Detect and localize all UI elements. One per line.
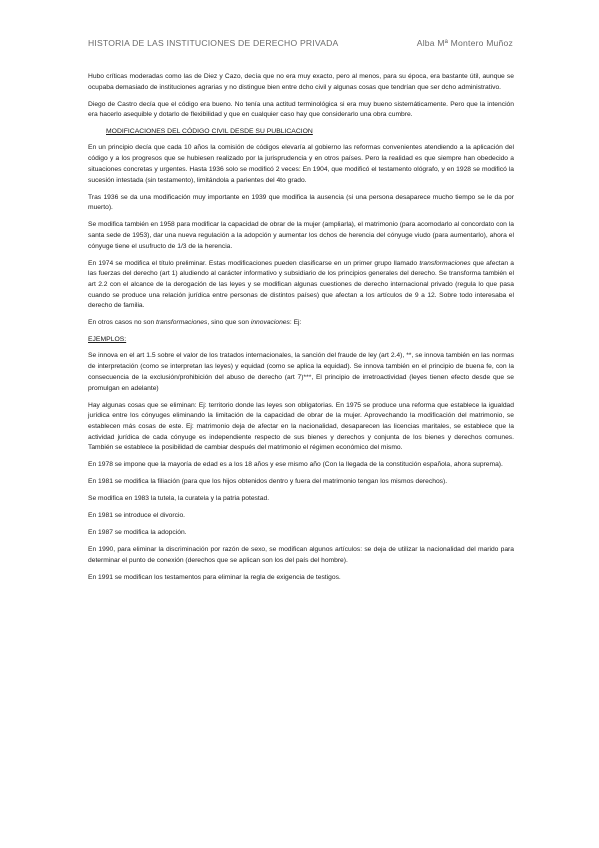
document-body (88, 72, 514, 590)
header-author: Alba Mª Montero Muñoz (416, 38, 513, 48)
paragraph: Se modifica en 1983 la tutela, la curatela y la patria potestad. (88, 495, 270, 503)
paragraph: En 1981 se modifica la filiación (para que los hijos obtenidos dentro y fuera del matrimonio tengan los mismos derechos). (88, 478, 448, 486)
paragraph: Hay algunas cosas que se eliminan: Ej: territorio donde las leyes son obligatorias. En 1975 se produce una reforma que establece la igualdad jurídica entre los cónyuges eliminando la limitación de la capacidad de obrar de la mujer. Aprovechando la modificación del matrimonio, se establecen más cosas de este. Ej: matrimonio deja de afectar en la nacionalidad, desaparecen las licencias maritales, se establece que la actividad jurídica de cada cónyuge es independiente respecto de sus bienes y derechos y conjunta de los bienes y derechos comunes. También se establece la posibilidad de cambiar después del matrimonio el régimen económico del mismo. (88, 401, 514, 452)
header-course-title: HISTORIA DE LAS INSTITUCIONES DE DERECHO PRIVADA (88, 38, 339, 48)
paragraph (88, 259, 514, 313)
paragraph: En 1991 se modifican los testamentos para eliminar la regla de exigencia de testigos. (88, 574, 341, 582)
italic-term: innovaciones (250, 319, 290, 327)
paragraph: En 1981 se introduce el divorcio. (88, 512, 186, 520)
examples-heading: EJEMPLOS: (88, 336, 127, 344)
paragraph: Hubo críticas moderadas como las de Diez y Cazo, decía que no era muy exacto, pero al menos, para su época, era bastante útil, aunque se ocupaba demasiado de instituciones agrarias y no distingue bien entre dcho civil y algunas cosas que tendrían que ser dcho administrativo. (88, 73, 514, 91)
section-heading: MODIFICACIONES DEL CÓDIGO CIVIL DESDE SU PUBLICACION (106, 128, 313, 136)
paragraph: En 1978 se impone que la mayoría de edad es a los 18 años y ese mismo año (Con la llegada de la constitución española, ahora suprema). (88, 461, 503, 469)
paragraph: En un principio decía que cada 10 años la comisión de códigos elevaría al gobierno las reformas convenientes atendiendo a la aplicación del código y a los progresos que se hubiesen realizado por la jurisprudencia y en otros países. Pero la realidad es que siempre han obedecido a situaciones concretas y urgentes. Hasta 1936 solo se modificó 2 veces: En 1904, que modificó el testamento ológrafo, y en 1928 se modificó la sucesión intestada (sin testamento), limitándola a parientes del 4to grado. (88, 144, 514, 184)
paragraph: En 1990, para eliminar la discriminación por razón de sexo, se modifican algunos artículos: se deja de utilizar la nacionalidad del marido para determinar el punto de conexión (derechos que se aplican son los del país del hombre). (88, 546, 514, 565)
paragraph: Se innova en el art 1.5 sobre el valor de los tratados internacionales, la sanción del fraude de ley (art 2.4), **, se innova también en las normas de interpretación (como se interpretan las leyes) y equidad (como se aplica la equidad). Se innova también en el principio de buena fe, con la consecuencia de la exclusión/prohibición del abuso de derecho (art 7)***, El principio de irretroactividad (leyes tienen efecto desde que se promulgan en adelante) (88, 352, 514, 392)
paragraph-text: , sino que son (207, 319, 251, 327)
paragraph: En 1987 se modifica la adopción. (88, 529, 187, 537)
paragraph-text: que afectan a las fuerzas del derecho (art 1) aludiendo al carácter informativo y subsidiario de los principios generales del derecho. Se transforma también el art 2.2 con el alcance de la derogación de las leyes y se modifican algunas cuestiones de derecho internacional privado (regula lo que pasa cuando se produce una relación jurídica entre personas de distintos países) que afectan a los artículos de 9 a 12. Sobre todo interesaba el derecho de familia. (88, 259, 515, 310)
paragraph-text: : Ej: (289, 319, 302, 327)
paragraph: Tras 1936 se da una modificación muy importante en 1939 que modifica la ausencia (si una persona desaparece mucho tiempo se le da por muerto). (88, 193, 514, 212)
italic-term: transformaciones (419, 259, 471, 267)
paragraph: Diego de Castro decía que el código era bueno. No tenía una actitud terminológica si era muy bueno sistemáticamente. Pero que la intención era hacerlo asequible y dotarlo de flexibilidad y que en cualquier caso hay que considerarlo una obra cumbre. (88, 100, 514, 119)
italic-term: transformaciones (156, 319, 208, 327)
page-header (88, 38, 513, 52)
paragraph (88, 318, 514, 329)
paragraph-text: En otros casos no son (88, 319, 157, 327)
paragraph: Se modifica también en 1958 para modificar la capacidad de obrar de la mujer (ampliarla), el matrimonio (para acomodarlo al concordato con la santa sede de 1953), dar una nueva regulación a la adopción y aumentar los dchos de herencia del cónyuge viudo (para aumentarlo), ahora el cónyuge tiene el usufructo de 1/3 de la herencia. (88, 221, 514, 250)
paragraph-text: En 1974 se modifica el título preliminar. Estas modificaciones pueden clasificarse en un primer grupo llamado (88, 259, 420, 267)
